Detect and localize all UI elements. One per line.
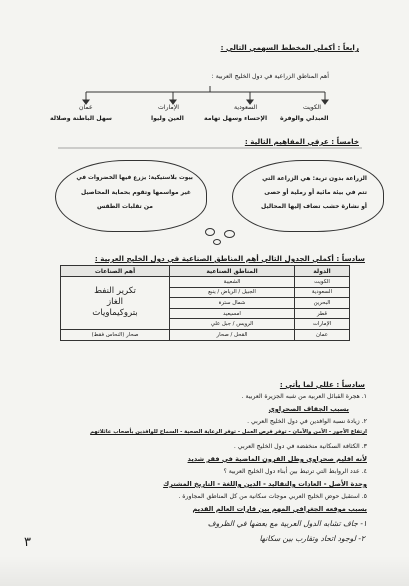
- reason-answer-4: وحدة الأصل - العادات والتقاليد - الدين واللغة - التاريخ المشترك: [163, 480, 367, 488]
- header-industries: أهم الصناعات: [61, 266, 170, 277]
- branch-answer-4: سهل الباطنة وصلالة: [50, 115, 112, 122]
- left-cloud-line-1: بيوت بلاستيكية: يزرع فيها الخضروات في: [76, 175, 193, 181]
- table-row: [61, 329, 350, 340]
- reason-question-1: ١. هجرة القبائل العربية من شبه الجزيرة العربية .: [241, 393, 367, 400]
- row-country: السعودية: [295, 287, 350, 298]
- industry-line-3: بتروكيماويات: [92, 308, 138, 319]
- branch-answer-3: العين وليوا: [151, 115, 184, 122]
- row-industry: صحار (النحاس فقط): [61, 329, 170, 340]
- industry-line-1: تكرير النفط: [94, 286, 136, 297]
- handwritten-line-2: ٢- لوجود اتحاد وتقارب بين سكانها: [259, 534, 365, 543]
- industry-table: [60, 265, 350, 341]
- table-row: [61, 277, 350, 288]
- row-country: الكويت: [295, 277, 350, 288]
- reason-answer-5: بسبب موقعه الجغرافي المهم بين قارات العالم القديم: [192, 505, 367, 513]
- branch-country-3: الإمارات: [158, 104, 179, 111]
- page-number: ٣: [24, 535, 31, 550]
- q4-center: أهم المناطق الزراعية في دول الخليج العربية :: [211, 73, 329, 80]
- reason-question-3: ٣. الكثافة السكانية منخفضة في دول الخليج العربي .: [233, 443, 367, 450]
- reason-answer-2: ارتفاع الأجور - الأمن والأمان - توفر فرص العمل - توفر الرعاية الصحية - السماح للوافدين بأصحاب عائلاتهم: [90, 429, 367, 435]
- industry-line-2: الغاز: [107, 297, 123, 308]
- cloud-bubble: [213, 239, 221, 245]
- row-areas: الجبيل / الرياض / ينبع: [170, 287, 295, 298]
- handwritten-line-1: ١- جاف تشابه الدول العربية مع بعضها في الظروف: [207, 519, 367, 528]
- row-country: البحرين: [295, 298, 350, 309]
- right-cloud-line-1: الزراعة بدون تربة: هي الزراعة التي: [262, 175, 367, 182]
- left-cloud: [55, 160, 207, 232]
- q7-heading: سادساً : عللي لما يأتي :: [279, 380, 365, 389]
- branch-country-4: عمان: [79, 104, 93, 111]
- merged-industries: [61, 277, 170, 330]
- header-country: الدولة: [295, 266, 350, 277]
- scan-shadow: [0, 556, 409, 586]
- row-areas: شمال سترة: [170, 298, 295, 309]
- row-areas: الشعيبة: [170, 277, 295, 288]
- branch-answer-1: العبدلي والوفرة: [280, 115, 329, 122]
- reason-question-4: ٤. عدد الروابط التي ترتبط بين أبناء دول الخليج العربية ؟: [223, 468, 367, 475]
- right-cloud: [232, 160, 384, 232]
- q6-heading: سادساً : أكملي الجدول التالي أهم المناطق الصناعية في دول الخليج العربية :: [94, 254, 365, 263]
- reason-question-2: ٢. زيادة نسبة الوافدين في دول الخليج العربي .: [247, 418, 367, 425]
- left-cloud-line-3: من تقلبات الطقس: [97, 203, 153, 210]
- table-header-row: [61, 266, 350, 277]
- right-cloud-line-3: أو نشارة خشب تضاف إليها المحاليل: [261, 203, 367, 210]
- cloud-bubble: [224, 230, 235, 238]
- q4-heading: رابعاً : أكملي المخطط السهمي التالي :: [220, 43, 359, 52]
- right-cloud-line-2: تتم في بيئة مائية أو رملية أو حصى: [264, 189, 367, 196]
- row-country: قطر: [295, 308, 350, 319]
- branch-answer-2: الإحساء وسهل تهامة: [204, 115, 268, 122]
- row-areas: امسيعيد: [170, 308, 295, 319]
- branch-country-1: الكويت: [303, 104, 322, 111]
- reason-answer-3: لأنه اقليم صحراوي وظل القرون الماضية في فقر شديد: [187, 455, 367, 463]
- row-country: الإمارات: [295, 319, 350, 330]
- row-country: عمان: [295, 329, 350, 340]
- header-areas: المناطق الصناعية: [170, 266, 295, 277]
- row-areas: الرويس / جبل علي: [170, 319, 295, 330]
- branch-country-2: السعودية: [234, 104, 258, 111]
- reason-question-5: ٥. استقبل حوض الخليج العربي موجات سكانية من كل المناطق المجاورة .: [178, 493, 367, 500]
- q5-heading: خامساً : عرفي المفاهيم التالية :: [244, 137, 359, 146]
- left-cloud-line-2: غير مواسمها وتقوم بحماية المحاصيل: [80, 189, 191, 196]
- cloud-bubble: [205, 228, 215, 236]
- reason-answer-1: بسبب الجفاف الصحراوي: [268, 405, 349, 413]
- row-areas: القحل / صحار: [170, 329, 295, 340]
